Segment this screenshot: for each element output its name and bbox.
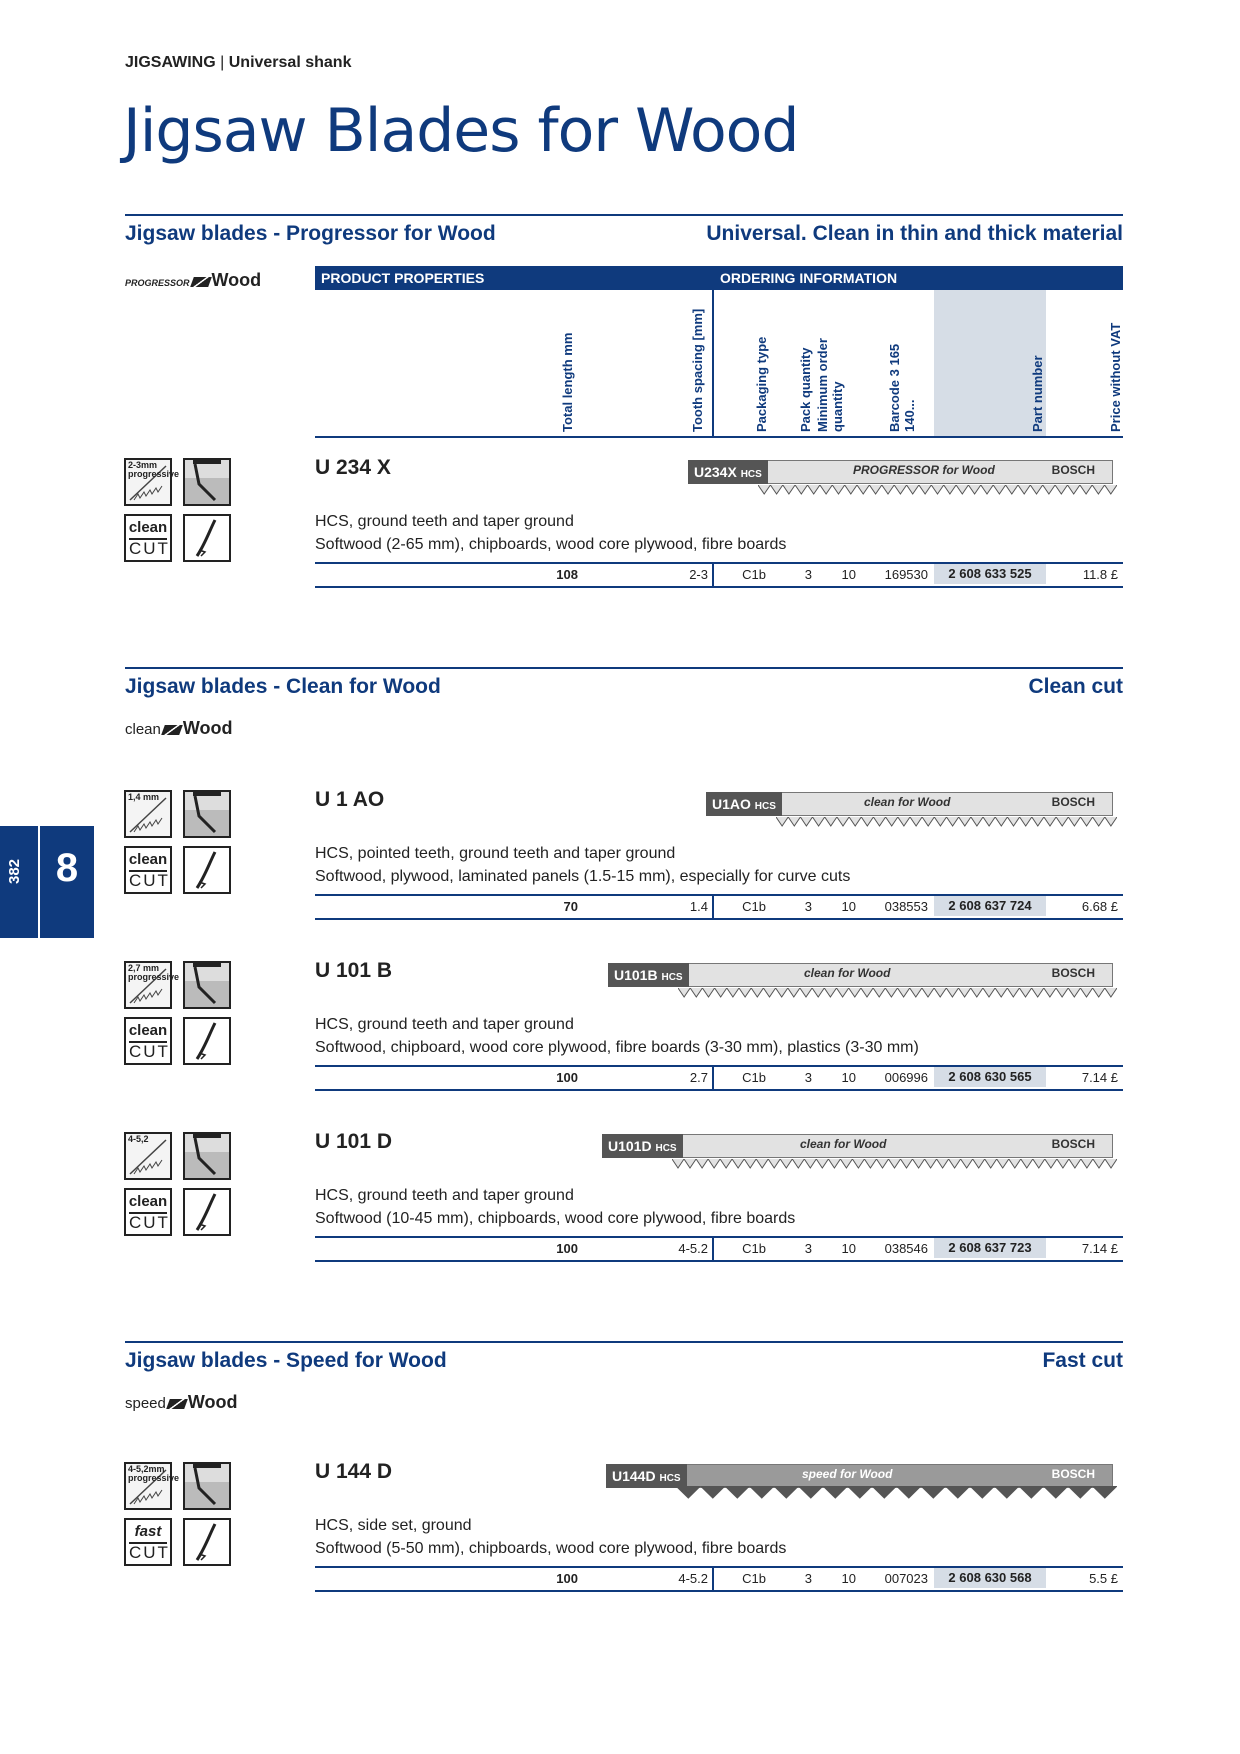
brand-word: Wood [182, 718, 233, 738]
cut-quality-word: clean [128, 519, 168, 536]
cut-quality-icon [124, 1188, 172, 1236]
cell-pack-qty: 3 [804, 899, 812, 914]
cell-barcode: 038546 [884, 1241, 928, 1256]
chapter-tab [0, 826, 94, 938]
col-min-order: Minimum order quantity [815, 338, 845, 432]
cell-barcode: 006996 [884, 1070, 928, 1085]
breadcrumb: JIGSAWING | Universal shank [125, 54, 352, 71]
cut-profile-icon [183, 1132, 231, 1180]
curve-cut-icon [183, 1017, 231, 1065]
breadcrumb-section: JIGSAWING [125, 54, 216, 71]
col-packaging-type: Packaging type [754, 336, 769, 432]
cell-min-qty: 10 [841, 1571, 856, 1586]
blade-code: U101D HCS [602, 1134, 683, 1158]
product-desc-material: HCS, ground teeth and taper ground [315, 1016, 574, 1033]
section-rule [125, 1341, 1123, 1343]
blade-code: U234X HCS [688, 460, 768, 484]
bosch-logo: BOSCH [1051, 795, 1095, 809]
product-desc-material: HCS, pointed teeth, ground teeth and taper ground [315, 845, 676, 862]
part-number: 2 608 630 568 [934, 1568, 1046, 1588]
col-part-number: Part number [1030, 355, 1045, 432]
blade-label: PROGRESSOR for Wood [853, 463, 995, 477]
cut-quality-word: clean [128, 851, 168, 868]
blade-image [602, 1134, 1123, 1168]
cell-length: 100 [556, 1241, 578, 1256]
tooth-spacing-icon [124, 790, 172, 838]
cell-pack-type: C1b [742, 1241, 766, 1256]
part-number: 2 608 637 723 [934, 1238, 1046, 1258]
product-desc-application: Softwood (10-45 mm), chipboards, wood core plywood, fibre boards [315, 1210, 796, 1227]
blade-teeth [678, 988, 1117, 998]
cell-barcode: 169530 [884, 567, 928, 582]
brand-logo [125, 270, 261, 291]
blade-label: clean for Wood [800, 1137, 887, 1151]
cell-price: 7.14 £ [1081, 1070, 1118, 1085]
section-title: Jigsaw blades - Clean for Wood [125, 675, 441, 698]
cell-price: 6.68 £ [1081, 899, 1118, 914]
cut-quality-icon [124, 1518, 172, 1566]
tooth-spacing-label: 1,4 mm [128, 792, 160, 802]
cell-pack-type: C1b [742, 567, 766, 582]
col-total-length: Total length mm [560, 332, 575, 432]
col-tooth-spacing: Tooth spacing [mm] [690, 308, 705, 432]
cell-tooth: 1.4 [689, 899, 708, 914]
cell-pack-type: C1b [742, 899, 766, 914]
cut-word: CUT [129, 539, 170, 558]
page-number: 382 [6, 858, 23, 884]
cell-barcode: 007023 [884, 1571, 928, 1586]
blade-label: clean for Wood [864, 795, 951, 809]
blade-code: U144D HCS [606, 1464, 687, 1488]
cell-length: 100 [556, 1571, 578, 1586]
blade-label: speed for Wood [802, 1467, 893, 1481]
blade-image [706, 792, 1123, 826]
product-desc-material: HCS, ground teeth and taper ground [315, 1187, 574, 1204]
blade-image [606, 1464, 1123, 1498]
brand-word: Wood [211, 270, 262, 290]
cell-pack-qty: 3 [804, 1070, 812, 1085]
cell-length: 108 [556, 567, 578, 582]
cell-pack-type: C1b [742, 1070, 766, 1085]
cut-profile-icon [183, 790, 231, 838]
tooth-spacing-icon [124, 961, 180, 1009]
cell-min-qty: 10 [841, 1241, 856, 1256]
tooth-spacing-label: 4-5,2 [128, 1134, 149, 1144]
cell-min-qty: 10 [841, 567, 856, 582]
cut-quality-icon [124, 514, 172, 562]
cell-price: 7.14 £ [1081, 1241, 1118, 1256]
blade-teeth [672, 1159, 1117, 1169]
bosch-logo: BOSCH [1051, 463, 1095, 477]
brand-prefix: PROGRESSOR [125, 278, 190, 288]
cell-pack-qty: 3 [804, 1571, 812, 1586]
swoosh-icon [190, 277, 212, 287]
blade-teeth [776, 817, 1117, 827]
curve-cut-icon [183, 1188, 231, 1236]
product-desc-material: HCS, side set, ground [315, 1517, 472, 1534]
cell-pack-qty: 3 [804, 1241, 812, 1256]
product-name: U 144 D [315, 1460, 393, 1483]
cell-pack-type: C1b [742, 1571, 766, 1586]
header-ordering-information: ORDERING INFORMATION [714, 266, 1123, 290]
blade-teeth [758, 485, 1117, 495]
section-tagline: Clean cut [1028, 675, 1123, 698]
cell-min-qty: 10 [841, 899, 856, 914]
cell-length: 100 [556, 1070, 578, 1085]
bosch-logo: BOSCH [1051, 1467, 1095, 1481]
product-name: U 234 X [315, 456, 391, 479]
tooth-spacing-icon [124, 458, 180, 506]
cell-tooth: 2-3 [689, 567, 708, 582]
cut-quality-word: fast [134, 1523, 162, 1540]
section-title: Jigsaw blades - Speed for Wood [125, 1349, 447, 1372]
bosch-logo: BOSCH [1051, 966, 1095, 980]
product-desc-application: Softwood, chipboard, wood core plywood, fibre boards (3-30 mm), plastics (3-30 mm) [315, 1039, 919, 1056]
product-name: U 101 D [315, 1130, 393, 1153]
cell-min-qty: 10 [841, 1070, 856, 1085]
cut-quality-icon [124, 846, 172, 894]
brand-prefix: speed [125, 1395, 166, 1412]
cell-barcode: 038553 [884, 899, 928, 914]
cell-price: 11.8 £ [1082, 567, 1118, 582]
bosch-logo: BOSCH [1051, 1137, 1095, 1151]
blade-label: clean for Wood [804, 966, 891, 980]
section-tagline: Universal. Clean in thin and thick material [706, 222, 1123, 245]
cut-word: CUT [129, 1543, 170, 1562]
swoosh-icon [161, 725, 183, 735]
blade-code: U1AO HCS [706, 792, 782, 816]
curve-cut-icon [183, 846, 231, 894]
cut-profile-icon [183, 961, 231, 1009]
cut-quality-icon [124, 1017, 172, 1065]
swoosh-icon [166, 1399, 188, 1409]
section-rule [125, 214, 1123, 216]
product-desc-application: Softwood (5-50 mm), chipboards, wood core plywood, fibre boards [315, 1540, 787, 1557]
cell-tooth: 4-5.2 [678, 1241, 708, 1256]
blade-image [688, 460, 1123, 494]
blade-teeth [676, 1486, 1117, 1500]
section-rule [125, 667, 1123, 669]
cut-quality-word: clean [128, 1193, 168, 1210]
part-number: 2 608 633 525 [934, 564, 1046, 584]
page-title: Jigsaw Blades for Wood [123, 96, 799, 166]
col-price: Price without VAT [1108, 322, 1123, 432]
tooth-spacing-label: 4-5,2mm progressive [128, 1464, 180, 1483]
tooth-spacing-icon [124, 1132, 172, 1180]
product-desc-application: Softwood, plywood, laminated panels (1.5-15 mm), especially for curve cuts [315, 868, 851, 885]
cut-word: CUT [129, 1042, 170, 1061]
part-number: 2 608 637 724 [934, 896, 1046, 916]
cell-tooth: 4-5.2 [678, 1571, 708, 1586]
cut-profile-icon [183, 1462, 231, 1510]
cell-price: 5.5 £ [1089, 1571, 1118, 1586]
tooth-spacing-label: 2,7 mm progressive [128, 963, 180, 982]
breadcrumb-sub: Universal shank [228, 54, 352, 71]
cut-quality-word: clean [128, 1022, 168, 1039]
section-title: Jigsaw blades - Progressor for Wood [125, 222, 496, 245]
curve-cut-icon [183, 1518, 231, 1566]
brand-logo [125, 718, 233, 739]
part-number: 2 608 630 565 [934, 1067, 1046, 1087]
cell-length: 70 [563, 899, 578, 914]
cut-profile-icon [183, 458, 231, 506]
tooth-spacing-icon [124, 1462, 180, 1510]
brand-prefix: clean [125, 721, 161, 738]
product-desc-application: Softwood (2-65 mm), chipboards, wood core plywood, fibre boards [315, 536, 787, 553]
col-pack-quantity: Pack quantity [798, 347, 813, 432]
col-barcode: Barcode 3 165 140... [887, 343, 917, 432]
product-name: U 101 B [315, 959, 393, 982]
product-desc-material: HCS, ground teeth and taper ground [315, 513, 574, 530]
cut-word: CUT [129, 871, 170, 890]
section-tagline: Fast cut [1042, 1349, 1123, 1372]
blade-image [608, 963, 1123, 997]
header-product-properties: PRODUCT PROPERTIES [315, 266, 712, 290]
blade-code: U101B HCS [608, 963, 689, 987]
product-name: U 1 AO [315, 788, 385, 811]
brand-logo [125, 1392, 238, 1413]
curve-cut-icon [183, 514, 231, 562]
chapter-number: 8 [55, 846, 79, 890]
cell-tooth: 2.7 [689, 1070, 708, 1085]
cut-word: CUT [129, 1213, 170, 1232]
tooth-spacing-label: 2-3mm progressive [128, 460, 180, 479]
cell-pack-qty: 3 [804, 567, 812, 582]
brand-word: Wood [187, 1392, 238, 1412]
